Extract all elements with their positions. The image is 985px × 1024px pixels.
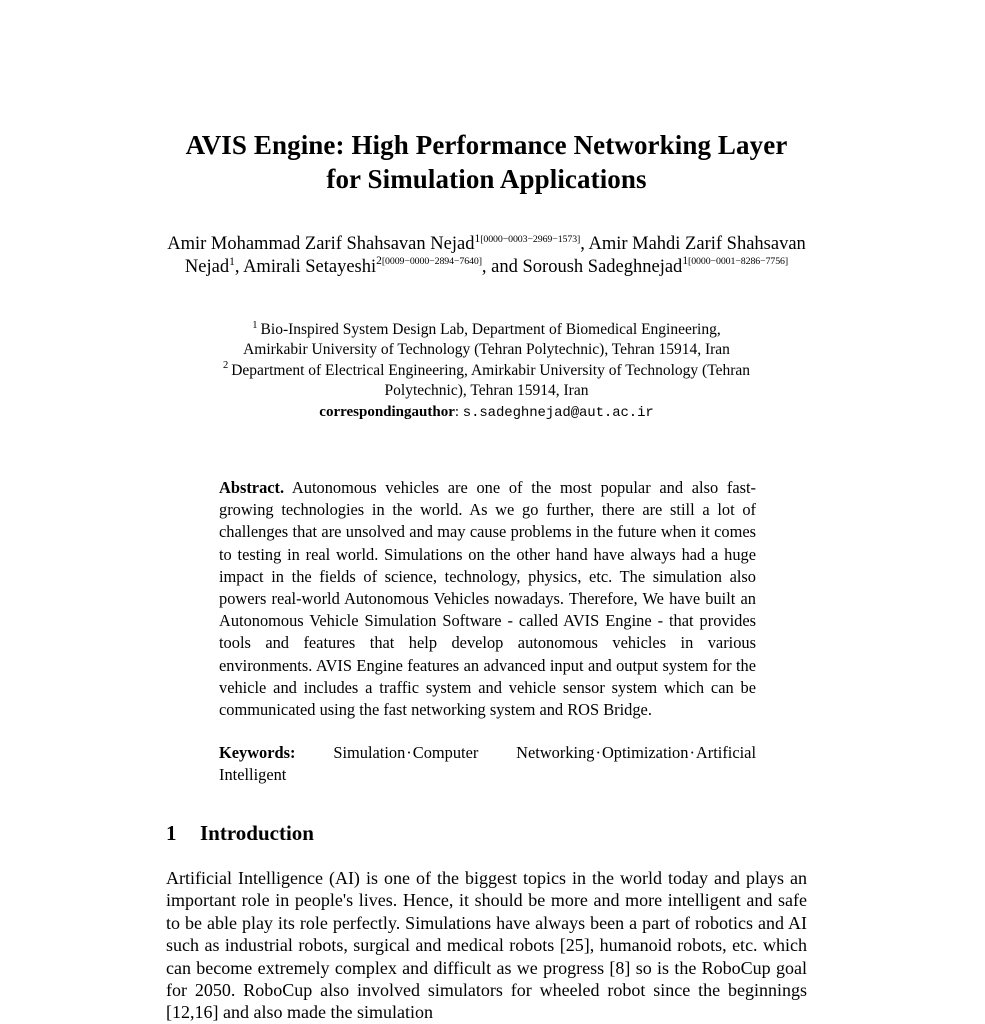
corresponding-author-colon: : — [454, 404, 463, 421]
keywords-label: Keywords: — [219, 743, 296, 763]
corresponding-author-email[interactable]: s.sadeghnejad@aut.ac.ir — [462, 405, 654, 422]
abstract-block — [219, 477, 756, 787]
section-heading-introduction — [166, 820, 807, 846]
affiliation-2-line-2: Polytechnic), Tehran 15914, Iran — [384, 381, 589, 399]
abstract-text: Autonomous vehicles are one of the most popular and also fast-growing technologies in the world. As we go further, there are still a lot of challenges that are unsolved and may cause problems in the future when it comes to testing in real world. Simulations on the other hand have always had a huge impact in the fields of science, technology, physics, etc. The simulation also powers real-world Autonomous Vehicles nowadays. Therefore, We have built an Autonomous Vehicle Simulation Software - called AVIS Engine - that provides tools and features that help develop autonomous vehicles in various environments. AVIS Engine features an advanced input and output system for the vehicle and includes a traffic system and vehicle sensor system which can be communicated using the fast networking system and ROS Bridge. — [219, 478, 757, 720]
abstract-paragraph — [219, 477, 756, 721]
affiliation-1-line-2: Amirkabir University of Technology (Tehran Polytechnic), Tehran 15914, Iran — [243, 341, 730, 359]
affiliation-block — [160, 320, 813, 423]
author-affil-mark-4: 1[0000−0001−8286−7756] — [682, 255, 789, 268]
author-affil-mark-2: 1 — [229, 255, 235, 268]
author-orcid-1: [0000−0003−2969−1573] — [480, 233, 581, 245]
keywords-paragraph — [219, 742, 756, 786]
section-number: 1 — [166, 821, 177, 845]
keyword-separator: · — [689, 743, 695, 763]
author-name-2: Amir Mahdi Zarif Shahsavan Nejad — [184, 234, 806, 277]
keyword-item-0: Simulation — [333, 743, 406, 763]
keyword-item-3: Artificial Intelligent — [219, 743, 756, 785]
keyword-item-2: Optimization — [601, 743, 689, 763]
keyword-item-1: Computer Networking — [412, 743, 595, 763]
affiliation-mark-2: 2 — [222, 360, 229, 372]
author-affil-mark-3: 2[0009−0000−2894−7640] — [376, 255, 482, 268]
corresponding-author-label: correspondingauthor — [319, 404, 455, 421]
author-separator-3: , and — [481, 256, 523, 277]
author-name-4: Soroush Sadeghnejad — [522, 256, 683, 277]
affiliation-1-line-1: $^1$ Bio-Inspired System Design Lab, Department of Biomedical Engineering, — [252, 319, 721, 338]
body-paragraph-1: Artificial Intelligence (AI) is one of the biggest topics in the world today and plays an important role in people's lives. Hence, it should be more and more intelligent and safe to be able play its role perfectly. Simulations have always been a part of robotics and AI such as industrial robots, surgical and medical robots [25], humanoid robots, etc. which can become extremely complex and difficult as we progress [8] so is the RoboCup goal for 2050. RoboCup also involved simulators for wheeled robot since the beginnings [12,16] and also made the simulation — [166, 868, 807, 1023]
author-list — [166, 233, 807, 278]
keyword-separator: · — [406, 743, 412, 763]
author-affil-mark-1: 1[0000−0003−2969−1573] — [474, 232, 581, 245]
affiliation-mark-1: 1 — [252, 319, 258, 331]
abstract-label: Abstract. — [219, 478, 285, 497]
corresponding-author-line — [160, 402, 813, 423]
page-title: AVIS Engine: High Performance Networking Layer for Simulation Applications — [185, 130, 788, 194]
title-block — [166, 128, 807, 196]
body-text — [166, 867, 807, 1024]
author-separator-1: , — [580, 234, 589, 254]
author-orcid-4: [0000−0001−8286−7756] — [688, 256, 789, 268]
section-title: Introduction — [200, 821, 314, 845]
author-name-3: Amirali Setayeshi — [243, 256, 377, 277]
author-orcid-3: [0009−0000−2894−7640] — [381, 256, 482, 268]
affiliation-2-line-1: $^2$ Department of Electrical Engineering, Amirkabir University of Technology (Tehran — [222, 360, 751, 379]
keyword-separator: · — [595, 743, 601, 763]
author-name-1: Amir Mohammad Zarif Shahsavan Nejad — [167, 234, 475, 254]
author-separator-2: , — [234, 256, 244, 277]
